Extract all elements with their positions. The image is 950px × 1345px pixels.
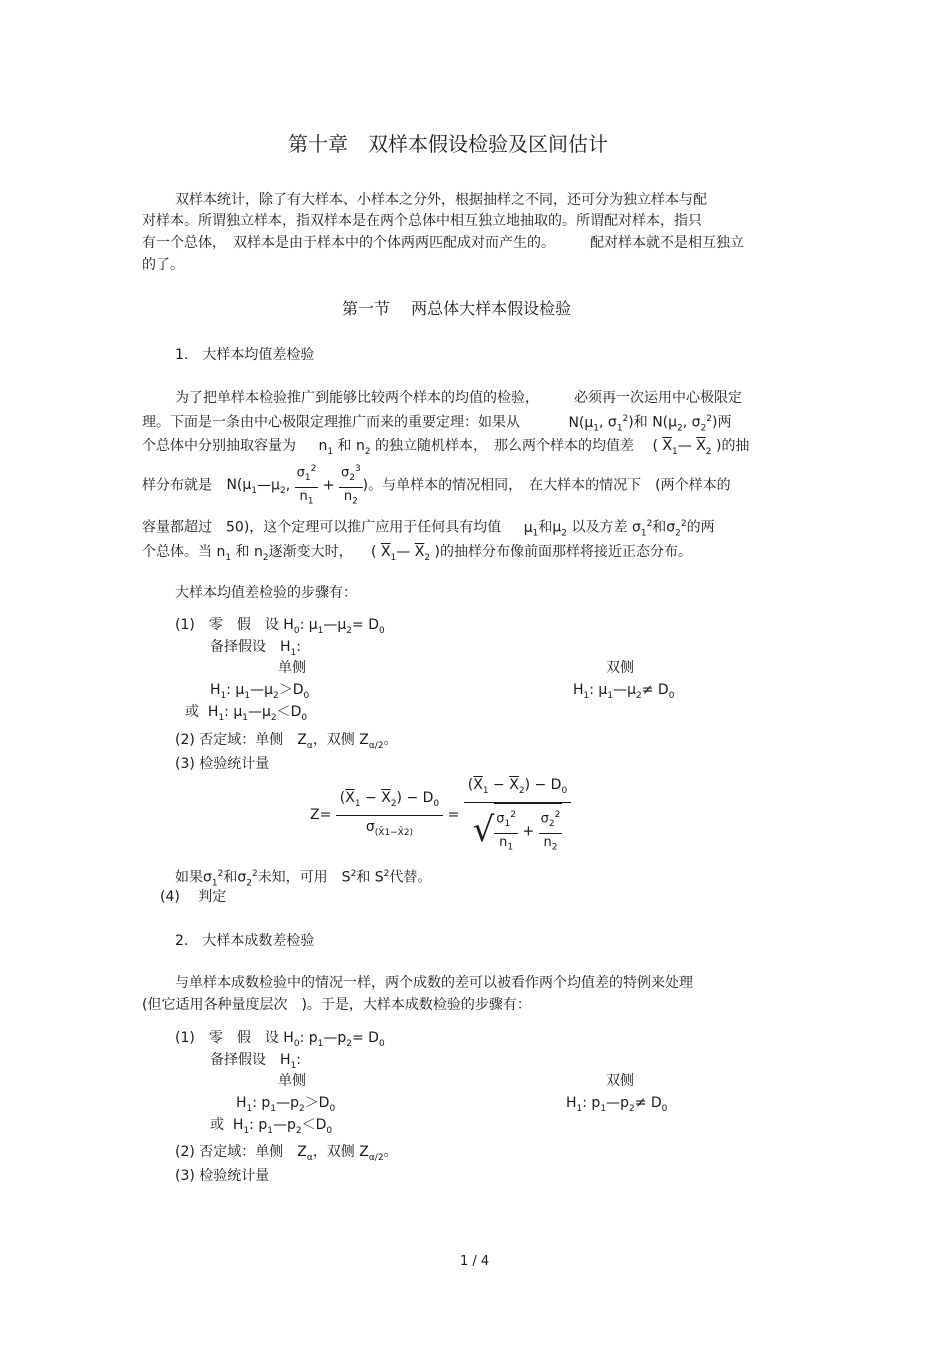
- unknown-variance-note: 如果$\sigma_1^2$和$\sigma_2^2$未知，可用 $S^2$和 $S^2$代替。: [175, 869, 432, 889]
- chapter-title: 第十章 双样本假设检验及区间估计: [288, 132, 608, 156]
- subheading-mean-diff: 1. 大样本均值差检验: [175, 347, 315, 363]
- para1-line6: 个总体。当 $n_1$ 和 $n_2$逐渐变大时， ( $\overline{X}_1—$ $\overline{X}_2$ )的抽样分布像前面那样将接近正态分布。: [142, 544, 692, 563]
- variance-fraction-1: $\frac{\sigma_1^2}{n_1}$: [295, 460, 319, 511]
- sqrt-symbol: √ $\frac{\sigma_1^2}{n_1}$ + $\frac{\sigma_2^2}{n_2}$: [473, 803, 563, 857]
- para1-line4: 样分布就是 $N(\mu_1—\mu_2$, $\frac{\sigma_1^2}{n_1}$ + $\frac{\sigma_2^3}{n_2}$ )。与单样本的情况相同， 在大样本的情况下 (两个样本的: [142, 460, 731, 516]
- intro-line-2: 对样本。所谓独立样本，指双样本是在两个总体中相互独立地抽取的。所谓配对样本，指只: [142, 213, 702, 229]
- para1-line1: 为了把单样本检验推广到能够比较两个样本的均值的检验， 必须再一次运用中心极限定: [175, 390, 742, 406]
- para1-line2: 理。下面是一条由中心极限定理推广而来的重要定理：如果从 $N(\mu_1$, $\sigma_1^2$)和 $N(\mu_2$, $\sigma_2^2$)两: [142, 414, 732, 434]
- variance-fraction-2: $\frac{\sigma_2^3}{n_2}$: [339, 460, 363, 511]
- p-h1-not-equal: $H_1$: $p_1—p_2\ne D_0$: [566, 1095, 668, 1114]
- intro-line-4: 的了。: [142, 257, 184, 273]
- label-two-sided: 双侧: [606, 660, 634, 676]
- step4-decision: (4) 判定: [160, 889, 227, 905]
- para1-line3: 个总体中分别抽取容量为 $n_1$ 和 $n_2$ 的独立随机样本， 那么两个样本的均值差 ( $\overline{X}_1—$ $\overline{X}_2$ )的抽: [142, 438, 750, 457]
- para2-line2: (但它适用各种量度层次 )。于是，大样本成数检验的步骤有：: [142, 997, 531, 1013]
- p-h1-less: 或 $H_1$: $p_1—p_2<D_0$: [210, 1117, 333, 1136]
- h1-not-equal: $H_1$: $\mu_1—\mu_2\ne D_0$: [573, 682, 675, 701]
- step2-rejection: (2) 否定域：单侧 $Z_\alpha$，双侧 $Z_{\alpha/2}$。: [175, 732, 398, 751]
- page-number: 1 / 4: [460, 1254, 490, 1269]
- para2-line1: 与单样本成数检验中的情况一样，两个成数的差可以被看作两个均值差的特例来处理: [175, 975, 693, 991]
- section-heading: 第一节 两总体大样本假设检验: [342, 299, 572, 318]
- intro-line-3: 有一个总体， 双样本是由于样本中的个体两两匹配成对而产生的。 配对样本就不是相互独立: [142, 235, 744, 251]
- p-h1-greater: $H_1$: $p_1—p_2>D_0$: [236, 1095, 336, 1114]
- step1-null: (1) 零 假 设 $H_0$: $\mu_1—\mu_2= D_0$: [175, 617, 385, 636]
- z-fraction-left: $\frac{(\overline{X}_1 - \overline{X}_2) - D_0}{\sigma_{(X̄1-X̄2)}}$: [336, 787, 443, 844]
- intro-line-1: 双样本统计，除了有大样本、小样本之分外，根据抽样之不同，还可分为独立样本与配: [175, 192, 707, 208]
- p-step1-alt: 备择假设 $H_1$:: [210, 1052, 301, 1071]
- steps-intro: 大样本均值差检验的步骤有：: [175, 585, 357, 601]
- p-step2-rejection: (2) 否定域：单侧 $Z_\alpha$，双侧 $Z_{\alpha/2}$。: [175, 1144, 398, 1163]
- p-step1-null: (1) 零 假 设 $H_0$: $p_1—p_2= D_0$: [175, 1030, 385, 1049]
- h1-greater: $H_1$: $\mu_1—\mu_2>D_0$: [210, 682, 310, 701]
- subheading-proportion-diff: 2. 大样本成数差检验: [175, 933, 315, 949]
- step1-alt: 备择假设 $H_1$:: [210, 639, 301, 658]
- para1-line5: 容量都超过 50)，这个定理可以推广应用于任何具有均值 $\mu_1$和$\mu_2$ 以及方差 $\sigma_1^2$和$\sigma_2^2$的两: [142, 519, 715, 539]
- step3-statistic: (3) 检验统计量: [175, 756, 270, 772]
- z-fraction-right: $(\overline{X}_1 - \overline{X}_2) - D_0$ √ $\frac{\sigma_1^2}{n_1}$ + $\frac{\sigma_2^2}{n_2}$: [464, 774, 571, 856]
- label-single-sided: 单侧: [278, 660, 306, 676]
- p-step3-statistic: (3) 检验统计量: [175, 1168, 270, 1184]
- z-formula: Z= $\frac{(\overline{X}_1 - \overline{X}_2) - D_0}{\sigma_{(X̄1-X̄2)}}$ = $(\overline{X}_1 - \overline{X}_2) - D_0$ √ $\frac{\sigma_1^2}{n_1}$ + $\frac{\sigma_2^2}{n_2}$: [310, 774, 571, 856]
- p-label-two-sided: 双侧: [606, 1073, 634, 1089]
- p-label-single-sided: 单侧: [278, 1073, 306, 1089]
- h1-less: 或 $H_1$: $\mu_1—\mu_2<D_0$: [185, 704, 308, 723]
